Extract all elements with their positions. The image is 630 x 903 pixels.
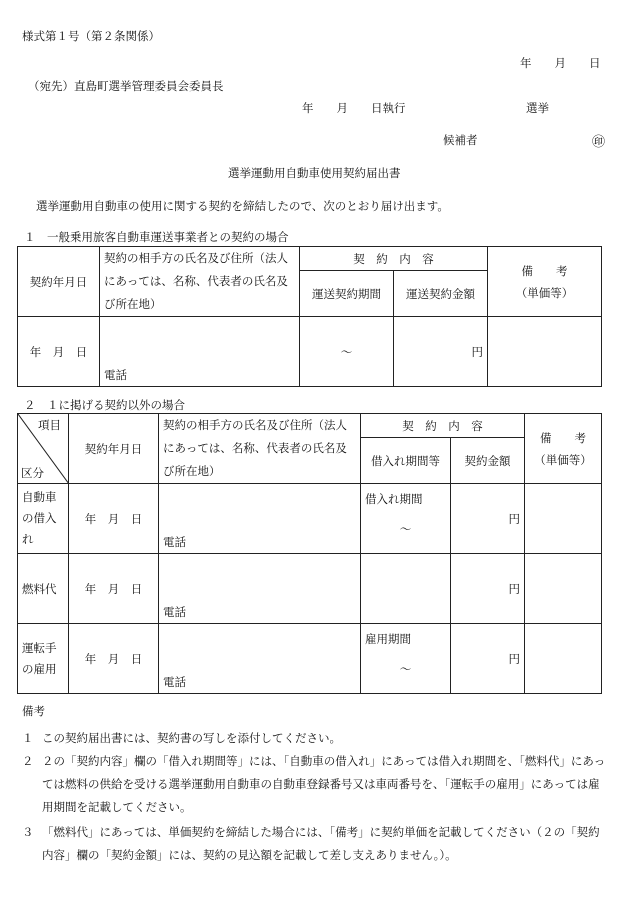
- s2-row-label: 自動車の借入れ: [18, 484, 69, 554]
- note-text: この契約届出書には、契約書の写しを添付してください。: [42, 731, 341, 745]
- s2-header-amount: 契約金額: [451, 438, 525, 484]
- s2-header-remarks: [525, 414, 602, 484]
- s2-row-amount: 円: [451, 554, 525, 624]
- s2-row-remarks: [525, 624, 602, 694]
- s2-row-period-tilde: ～: [399, 522, 412, 536]
- section2-table: [17, 413, 602, 694]
- s1-row-amount: 円: [394, 317, 488, 387]
- s2-row-date: 年 月 日: [69, 554, 159, 624]
- note-number: １: [22, 731, 34, 745]
- s2-row-period-tilde: ～: [399, 662, 412, 676]
- s2-header-contract: 契 約 内 容: [361, 414, 525, 438]
- intro-text: 選挙運動用自動車の使用に関する契約を締結したので、次のとおり届け出ます。: [36, 199, 449, 213]
- s2-row-driver: [18, 624, 602, 694]
- notes-heading: 備考: [22, 704, 45, 718]
- s2-row-remarks: [525, 484, 602, 554]
- s2-row-amount: 円: [451, 624, 525, 694]
- s2-row-period: [361, 554, 451, 624]
- s2-row-period: [361, 624, 451, 694]
- note-text: 「燃料代」にあっては、単価契約を締結した場合には、「備考」に契約単価を記載してください（２の「契約内容」欄の「契約金額」には、契約の見込額を記載して差し支えありません。）。: [42, 825, 600, 862]
- submission-date: 年 月 日: [520, 56, 601, 70]
- section2-heading: ２ １に掲げる契約以外の場合: [24, 398, 185, 412]
- section1-heading: １ 一般乗用旅客自動車運送事業者との契約の場合: [24, 230, 289, 244]
- s2-row-fuel: [18, 554, 602, 624]
- note-number: ２: [22, 754, 34, 768]
- note-item: [22, 727, 610, 750]
- s2-row-period: [361, 484, 451, 554]
- s2-row-label: 運転手の雇用: [18, 624, 69, 694]
- s1-header-contract: 契 約 内 容: [300, 247, 488, 271]
- s2-row-amount: 円: [451, 484, 525, 554]
- note-item: [22, 821, 610, 867]
- s1-header-remarks: [488, 247, 602, 317]
- s2-remarks-label: 備 考: [540, 430, 586, 445]
- s2-row-period-label: 借入れ期間: [365, 492, 423, 506]
- s1-header-amount: 運送契約金額: [394, 271, 488, 317]
- s2-row-remarks: [525, 554, 602, 624]
- s1-row-tel: 電話: [100, 317, 300, 387]
- s1-row-period: ～: [300, 317, 394, 387]
- s2-row-date: 年 月 日: [69, 624, 159, 694]
- s2-corner-cell: [18, 414, 69, 484]
- seal-mark: ㊞: [592, 135, 606, 150]
- s2-remarks-sub: （単価等）: [534, 452, 592, 467]
- s2-row-label: 燃料代: [18, 554, 69, 624]
- s2-row-date: 年 月 日: [69, 484, 159, 554]
- s2-header-party: 契約の相手方の氏名及び住所（法人にあっては、名称、代表者の氏名及び所在地）: [159, 414, 361, 484]
- s2-header-date: 契約年月日: [69, 414, 159, 484]
- election-label: 選挙: [526, 101, 549, 115]
- s2-corner-kubun: 区分: [21, 466, 44, 480]
- s2-corner-item: 項目: [38, 418, 61, 432]
- s1-row-remarks: [488, 317, 602, 387]
- form-number: 様式第１号（第２条関係）: [22, 29, 160, 43]
- s2-row-period-label: 雇用期間: [365, 632, 411, 646]
- document-title: 選挙運動用自動車使用契約届出書: [228, 166, 401, 180]
- s2-header-period: 借入れ期間等: [361, 438, 451, 484]
- s1-header-date: 契約年月日: [18, 247, 100, 317]
- s2-row-tel: 電話: [159, 484, 361, 554]
- candidate-label: 候補者: [443, 133, 478, 147]
- s2-row-car-rental: [18, 484, 602, 554]
- note-item: [22, 750, 610, 819]
- section1-table: [17, 246, 602, 387]
- s2-row-tel: 電話: [159, 554, 361, 624]
- note-text: ２の「契約内容」欄の「借入れ期間等」には、「自動車の借入れ」にあっては借入れ期間を、「燃料代」にあっては燃料の供給を受ける選挙運動用自動車の自動車登録番号又は車両番号を、「運転手の雇用」にあっては雇用期間を記載してください。: [42, 754, 606, 814]
- s1-row-date: 年 月 日: [18, 317, 100, 387]
- s1-header-party: 契約の相手方の氏名及び住所（法人にあっては、名称、代表者の氏名及び所在地）: [100, 247, 300, 317]
- addressee: （宛先）直島町選挙管理委員会委員長: [28, 79, 224, 93]
- s1-remarks-label: 備 考: [521, 263, 568, 278]
- s1-remarks-sub: （単価等）: [515, 285, 574, 300]
- note-number: ３: [22, 825, 34, 839]
- election-date: 年 月 日執行: [302, 101, 406, 115]
- s2-row-tel: 電話: [159, 624, 361, 694]
- s1-header-period: 運送契約期間: [300, 271, 394, 317]
